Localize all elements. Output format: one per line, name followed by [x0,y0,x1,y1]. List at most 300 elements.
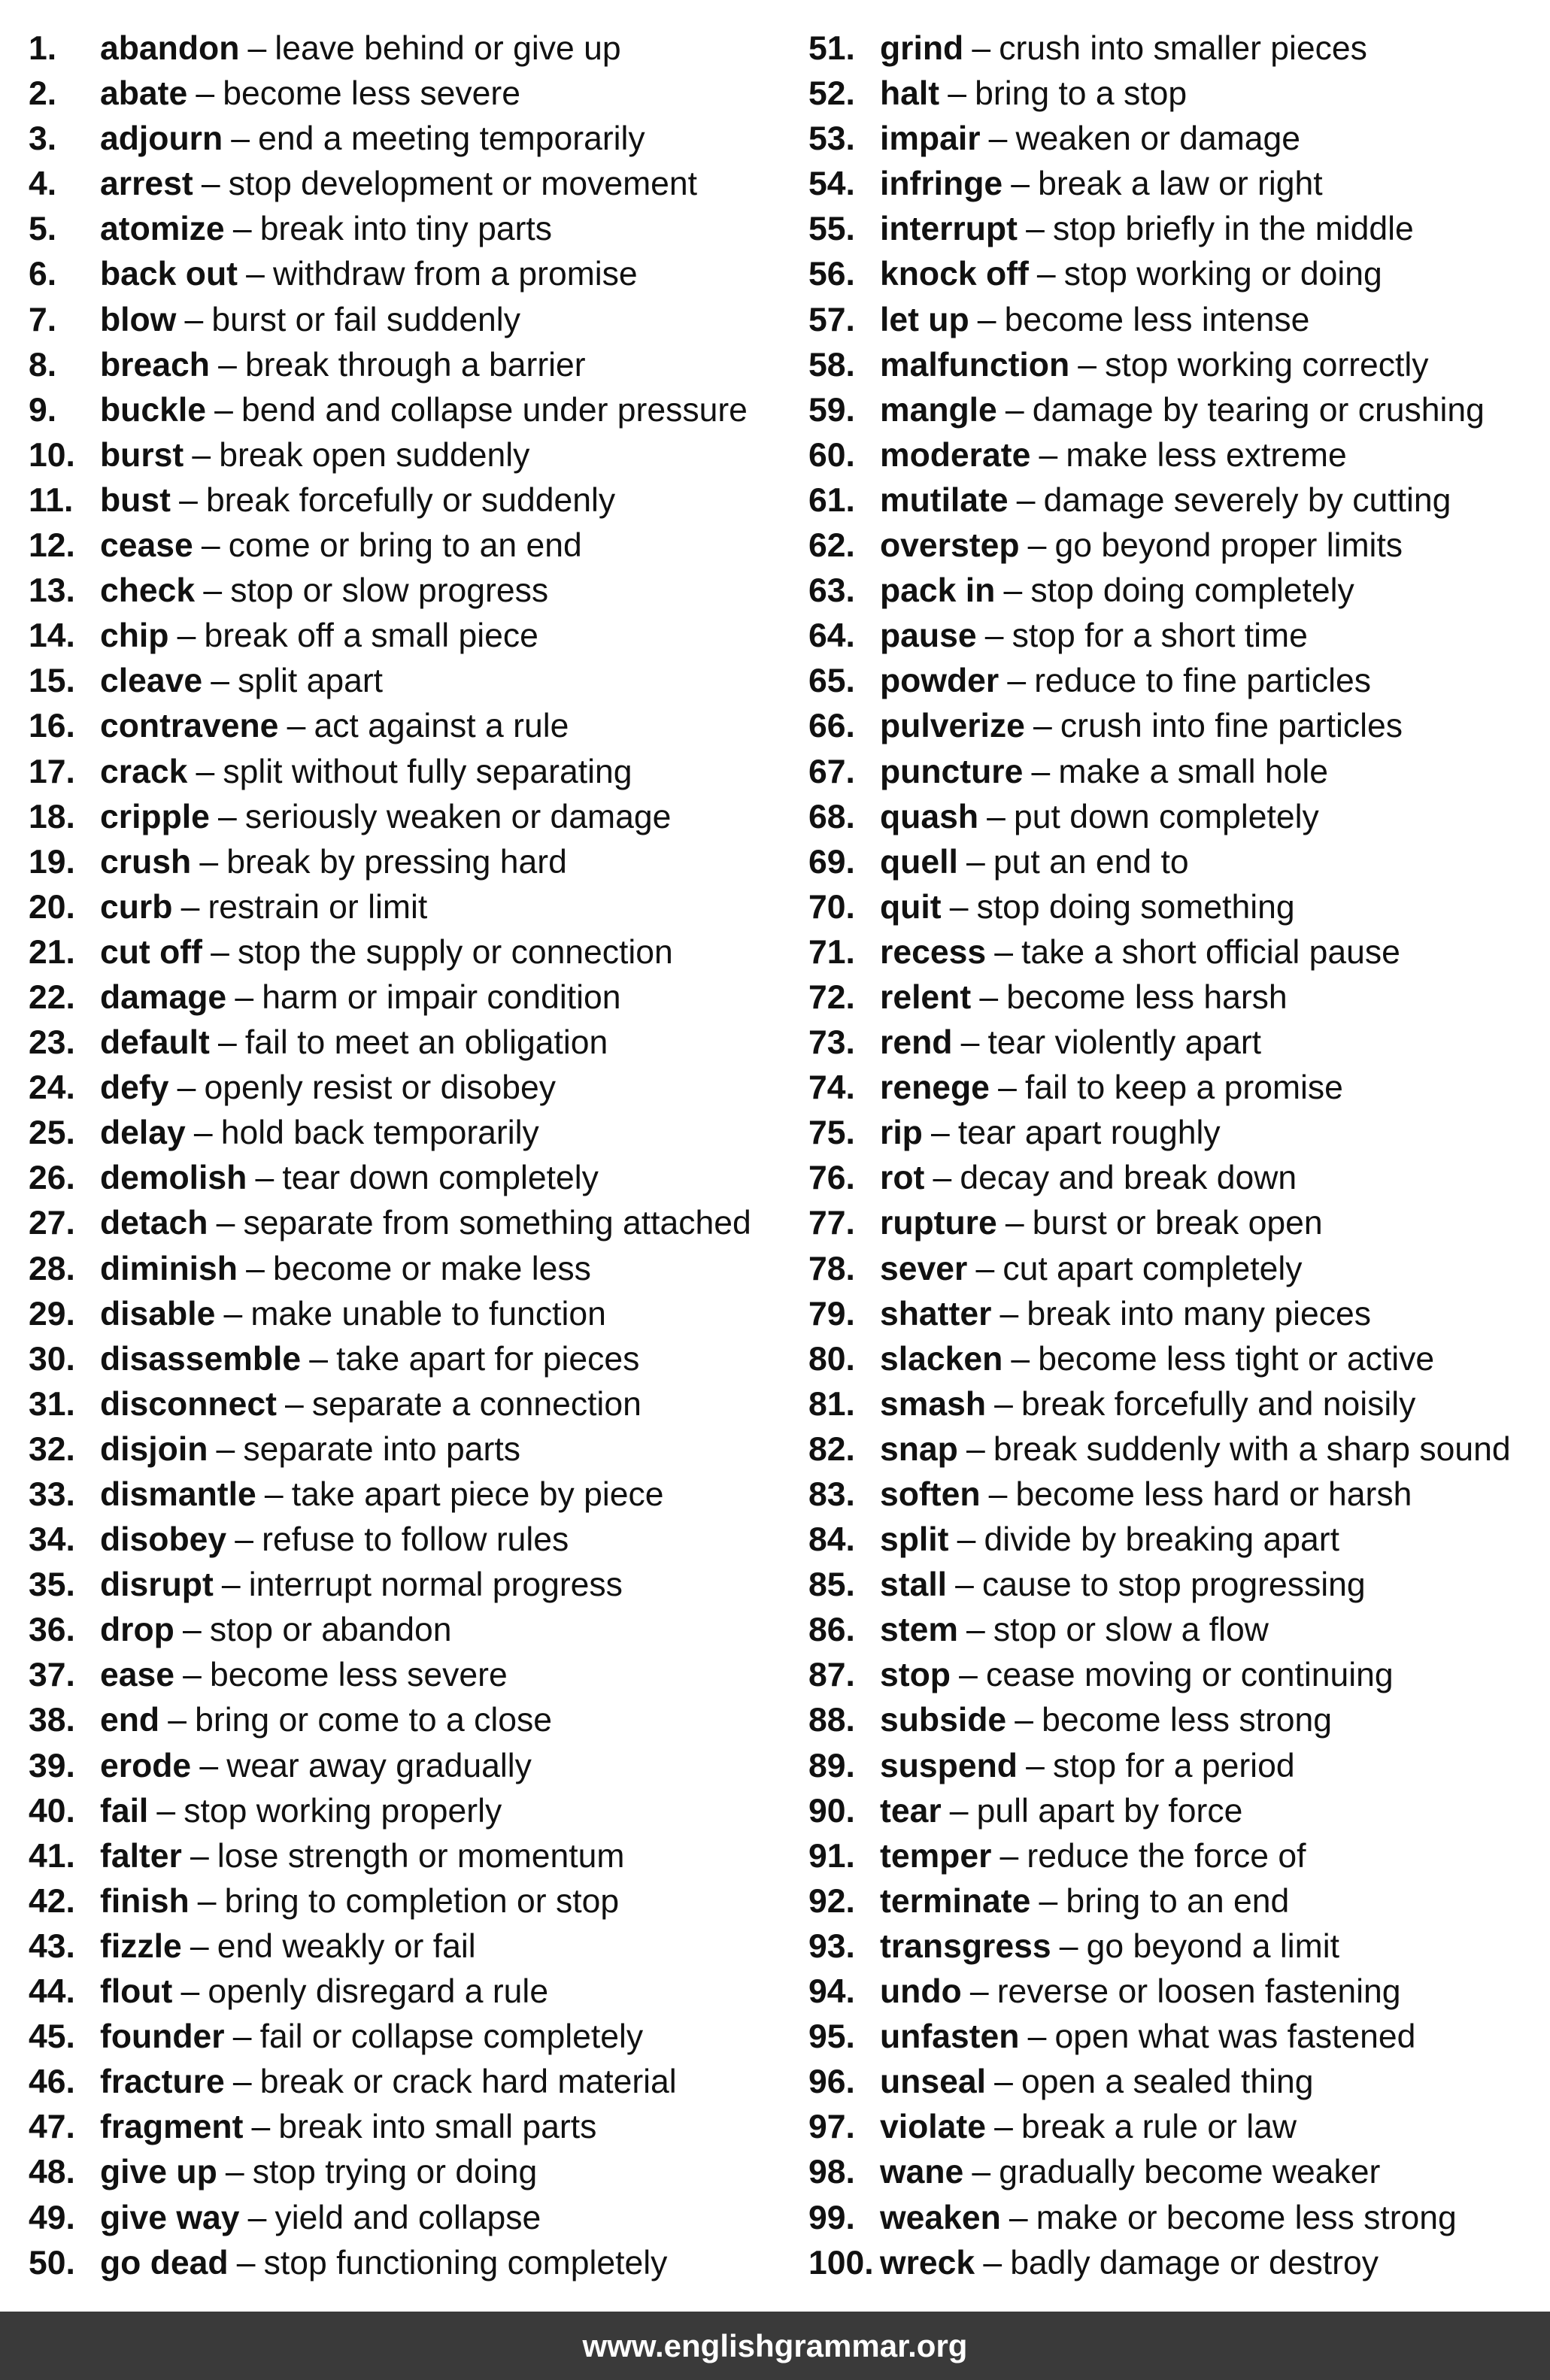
item-definition: fail or collapse completely [259,2018,644,2056]
item-number: 73. [808,1024,855,1062]
item-definition: stop or abandon [209,1611,452,1649]
item-number: 66. [808,708,855,745]
list-item [29,1427,781,1472]
list-item [808,1924,1545,1969]
item-dash: – [231,120,250,158]
item-number: 83. [808,1476,855,1513]
item-number: 87. [808,1657,855,1694]
item-definition: break forcefully and noisily [1021,1385,1416,1423]
item-number: 15. [29,662,75,700]
item-word: check [100,572,196,610]
item-dash: – [1027,2018,1047,2056]
item-word: wane [880,2154,964,2191]
item-word: stop [880,1657,951,1694]
list-item [29,930,781,975]
item-word: disrupt [100,1566,214,1604]
item-number: 35. [29,1566,75,1604]
list-item [808,795,1545,840]
item-definition: split apart [238,662,384,700]
item-word: slacken [880,1340,1003,1378]
item-number: 39. [29,1747,75,1784]
item-word: grind [880,30,964,67]
item-definition: break into many pieces [1027,1295,1371,1332]
item-dash: – [177,1069,196,1107]
item-dash: – [1036,256,1056,293]
list-item [29,1111,781,1156]
item-definition: become less severe [223,75,520,113]
list-item [29,1201,781,1246]
item-dash: – [1039,436,1058,474]
item-number: 25. [29,1114,75,1152]
list-item [29,568,781,614]
item-number: 17. [29,753,75,790]
item-number: 47. [29,2109,75,2146]
item-number: 90. [808,1792,855,1830]
item-definition: harm or impair condition [262,978,621,1016]
item-dash: – [190,1927,209,1965]
item-word: arrest [100,165,193,203]
item-definition: end weakly or fail [217,1927,476,1965]
list-item [808,840,1545,885]
item-word: puncture [880,753,1024,790]
list-item [29,2105,781,2150]
item-word: impair [880,120,981,158]
item-dash: – [1011,165,1030,203]
item-number: 54. [808,165,855,203]
item-definition: lose strength or momentum [217,1837,625,1875]
list-item [808,2150,1545,2195]
item-dash: – [218,798,237,835]
list-item [29,975,781,1020]
item-definition: separate into parts [243,1430,520,1468]
item-definition: open a sealed thing [1021,2063,1314,2101]
item-dash: – [285,1385,304,1423]
item-number: 26. [29,1160,75,1197]
item-number: 41. [29,1837,75,1875]
list-item [808,1201,1545,1246]
item-dash: – [1033,708,1052,745]
item-dash: – [216,1430,235,1468]
item-number: 24. [29,1069,75,1107]
list-item [29,2196,781,2241]
item-definition: tear down completely [282,1160,599,1197]
item-word: falter [100,1837,182,1875]
item-word: violate [880,2109,986,2146]
item-definition: restrain or limit [208,888,428,926]
list-item [29,1382,781,1427]
item-number: 95. [808,2018,855,2056]
item-word: quash [880,798,979,835]
item-definition: stop working properly [184,1792,502,1830]
item-number: 37. [29,1657,75,1694]
list-item [808,1247,1545,1292]
list-item [808,433,1545,478]
word-list-right-column [808,26,1545,2286]
list-item [808,162,1545,207]
item-dash: – [983,2244,1002,2281]
item-dash: – [211,662,229,700]
item-definition: become less harsh [1006,978,1288,1016]
list-item [29,117,781,162]
item-number: 13. [29,572,75,610]
item-dash: – [180,1973,200,2011]
list-item [808,71,1545,117]
item-dash: – [949,1792,969,1830]
item-definition: crush into fine particles [1060,708,1403,745]
item-number: 20. [29,888,75,926]
item-number: 34. [29,1521,75,1559]
item-number: 93. [808,1927,855,1965]
item-word: unseal [880,2063,986,2101]
item-word: transgress [880,1927,1051,1965]
item-number: 79. [808,1295,855,1332]
list-item [808,1834,1545,1879]
item-definition: crush into smaller pieces [999,30,1367,67]
item-word: end [100,1702,160,1739]
item-number: 8. [29,346,57,384]
item-number: 70. [808,888,855,926]
item-word: let up [880,301,969,338]
item-dash: – [969,1973,989,2011]
item-word: atomize [100,211,225,248]
item-dash: – [999,1295,1019,1332]
item-dash: – [972,2154,991,2191]
item-definition: stop for a period [1052,1747,1295,1784]
footer-website: www.englishgrammar.org [0,2312,1550,2380]
item-definition: reverse or loosen fastening [996,1973,1401,2011]
item-word: rot [880,1160,925,1197]
item-number: 81. [808,1385,855,1423]
item-word: contravene [100,708,279,745]
item-definition: hold back temporarily [220,1114,539,1152]
item-word: overstep [880,527,1020,565]
item-word: default [100,1024,210,1062]
item-dash: – [264,1476,284,1513]
list-item [29,1608,781,1653]
item-dash: – [933,1160,952,1197]
item-dash: – [1026,211,1045,248]
item-definition: stop briefly in the middle [1052,211,1414,248]
list-item [29,1066,781,1111]
item-number: 99. [808,2199,855,2236]
list-item [29,750,781,795]
item-number: 18. [29,798,75,835]
list-item [808,2015,1545,2060]
list-item [808,1653,1545,1698]
list-item [808,885,1545,930]
item-dash: – [994,2063,1013,2101]
item-word: cripple [100,798,210,835]
list-item [29,298,781,343]
list-item [808,26,1545,71]
item-definition: damage severely by cutting [1043,481,1451,519]
list-item [808,117,1545,162]
list-item [808,1608,1545,1653]
item-dash: – [1011,1340,1030,1378]
item-dash: – [236,2244,256,2281]
item-word: mutilate [880,481,1009,519]
item-dash: – [255,1160,275,1197]
item-word: wreck [880,2244,975,2281]
list-item [808,1789,1545,1834]
item-word: blow [100,301,177,338]
item-definition: interrupt normal progress [248,1566,623,1604]
item-number: 72. [808,978,855,1016]
item-dash: – [223,1295,243,1332]
item-dash: – [218,1024,237,1062]
item-definition: stop development or movement [228,165,698,203]
item-number: 82. [808,1430,855,1468]
item-definition: separate a connection [311,1385,642,1423]
list-item [808,659,1545,704]
list-item [808,1066,1545,1111]
item-dash: – [287,708,306,745]
item-number: 1. [29,30,57,67]
list-item [29,523,781,568]
item-definition: pull apart by force [976,1792,1243,1830]
item-word: smash [880,1385,986,1423]
item-dash: – [994,2109,1013,2146]
item-number: 31. [29,1385,75,1423]
item-number: 61. [808,481,855,519]
item-word: give way [100,2199,240,2236]
item-word: finish [100,1882,190,1920]
item-dash: – [247,2199,267,2236]
item-definition: reduce the force of [1027,1837,1306,1875]
item-dash: – [1027,527,1047,565]
item-number: 57. [808,301,855,338]
item-number: 50. [29,2244,75,2281]
item-word: subside [880,1702,1007,1739]
item-word: flout [100,1973,173,2011]
item-definition: wear away gradually [226,1747,532,1784]
item-number: 53. [808,120,855,158]
item-word: demolish [100,1160,247,1197]
item-word: quit [880,888,942,926]
item-word: detach [100,1205,208,1242]
item-definition: take apart for pieces [336,1340,640,1378]
item-definition: stop for a short time [1012,617,1308,655]
item-word: back out [100,256,238,293]
list-item [29,1969,781,2015]
list-item [29,2150,781,2195]
item-word: quell [880,843,958,881]
list-item [808,1292,1545,1337]
item-number: 84. [808,1521,855,1559]
item-word: knock off [880,256,1029,293]
item-number: 27. [29,1205,75,1242]
item-dash: – [235,978,254,1016]
item-dash: – [979,978,999,1016]
item-word: recess [880,933,987,971]
item-number: 11. [29,481,74,519]
list-item [29,1879,781,1924]
item-dash: – [193,1114,213,1152]
item-definition: break through a barrier [244,346,586,384]
item-word: buckle [100,391,206,429]
item-definition: openly disregard a rule [208,1973,549,2011]
item-definition: go beyond proper limits [1054,527,1403,565]
item-definition: become less tight or active [1038,1340,1435,1378]
item-word: temper [880,1837,992,1875]
item-definition: separate from something attached [243,1205,751,1242]
list-item [808,478,1545,523]
item-dash: – [183,1611,202,1649]
item-number: 38. [29,1702,75,1739]
item-word: ease [100,1657,174,1694]
item-number: 74. [808,1069,855,1107]
item-dash: – [1005,391,1024,429]
item-number: 85. [808,1566,855,1604]
item-word: fail [100,1792,149,1830]
item-dash: – [214,391,233,429]
item-word: pulverize [880,708,1025,745]
item-number: 89. [808,1747,855,1784]
item-definition: break off a small piece [204,617,538,655]
item-dash: – [177,617,196,655]
list-item [29,207,781,252]
item-number: 97. [808,2109,855,2146]
item-definition: make or become less strong [1036,2199,1457,2236]
item-dash: – [221,1566,241,1604]
item-word: tear [880,1792,942,1830]
item-word: founder [100,2018,225,2056]
list-item [29,433,781,478]
item-dash: – [966,843,985,881]
item-word: soften [880,1476,981,1513]
list-item [808,1563,1545,1608]
list-item [29,478,781,523]
item-dash: – [203,572,223,610]
item-number: 22. [29,978,75,1016]
item-number: 64. [808,617,855,655]
list-item [29,1472,781,1517]
item-number: 75. [808,1114,855,1152]
item-number: 45. [29,2018,75,2056]
item-number: 32. [29,1430,75,1468]
item-dash: – [999,1837,1019,1875]
item-word: abandon [100,30,240,67]
item-definition: bring to an end [1066,1882,1290,1920]
item-number: 71. [808,933,855,971]
item-dash: – [232,211,252,248]
list-item [29,2015,781,2060]
item-definition: burst or fail suddenly [211,301,520,338]
list-item [29,1834,781,1879]
item-number: 94. [808,1973,855,2011]
item-dash: – [309,1340,329,1378]
item-number: 100. [808,2244,874,2281]
item-word: mangle [880,391,997,429]
list-item [808,1427,1545,1472]
list-item [29,1517,781,1563]
item-definition: leave behind or give up [275,30,621,67]
item-word: disjoin [100,1430,208,1468]
item-definition: bring to completion or stop [224,1882,620,1920]
item-definition: openly resist or disobey [204,1069,556,1107]
item-word: powder [880,662,999,700]
item-dash: – [192,436,211,474]
list-item [808,930,1545,975]
item-dash: – [966,1430,985,1468]
item-definition: break into tiny parts [259,211,553,248]
item-dash: – [232,2063,252,2101]
list-item [29,71,781,117]
item-number: 63. [808,572,855,610]
item-word: abate [100,75,188,113]
item-number: 80. [808,1340,855,1378]
item-dash: – [988,120,1008,158]
item-dash: – [931,1114,950,1152]
item-word: dismantle [100,1476,256,1513]
item-word: crack [100,753,188,790]
item-definition: cut apart completely [1002,1250,1303,1287]
item-definition: stop functioning completely [263,2244,668,2281]
item-definition: cease moving or continuing [985,1657,1394,1694]
item-dash: – [183,1657,202,1694]
item-definition: make less extreme [1066,436,1347,474]
item-definition: cause to stop progressing [982,1566,1366,1604]
list-item [808,704,1545,749]
item-word: split [880,1521,949,1559]
item-word: terminate [880,1882,1031,1920]
item-word: rend [880,1024,953,1062]
item-number: 91. [808,1837,855,1875]
item-definition: become less hard or harsh [1015,1476,1412,1513]
item-number: 96. [808,2063,855,2101]
item-number: 86. [808,1611,855,1649]
list-item [808,343,1545,388]
item-dash: – [960,1024,980,1062]
item-dash: – [196,753,215,790]
item-dash: – [994,933,1013,971]
item-word: snap [880,1430,958,1468]
item-word: malfunction [880,346,1070,384]
item-dash: – [180,888,200,926]
item-dash: – [232,2018,252,2056]
item-definition: make unable to function [250,1295,606,1332]
item-dash: – [972,30,991,67]
item-dash: – [218,346,237,384]
item-dash: – [984,617,1004,655]
list-item [808,2196,1545,2241]
item-number: 10. [29,436,75,474]
item-dash: – [201,527,220,565]
item-dash: – [168,1702,187,1739]
item-definition: damage by tearing or crushing [1032,391,1485,429]
item-number: 14. [29,617,75,655]
list-item [29,1247,781,1292]
list-item [808,1020,1545,1066]
item-definition: become or make less [272,1250,591,1287]
item-word: moderate [880,436,1031,474]
item-number: 65. [808,662,855,700]
list-item [808,252,1545,297]
item-dash: – [1003,572,1023,610]
item-word: disobey [100,1521,227,1559]
list-item [29,1653,781,1698]
list-item [29,162,781,207]
list-item [29,614,781,659]
item-definition: break open suddenly [219,436,530,474]
list-item [808,2105,1545,2150]
item-dash: – [246,256,265,293]
item-dash: – [1016,481,1036,519]
item-word: cease [100,527,193,565]
item-definition: stop doing something [976,888,1295,926]
item-number: 92. [808,1882,855,1920]
list-item [29,26,781,71]
